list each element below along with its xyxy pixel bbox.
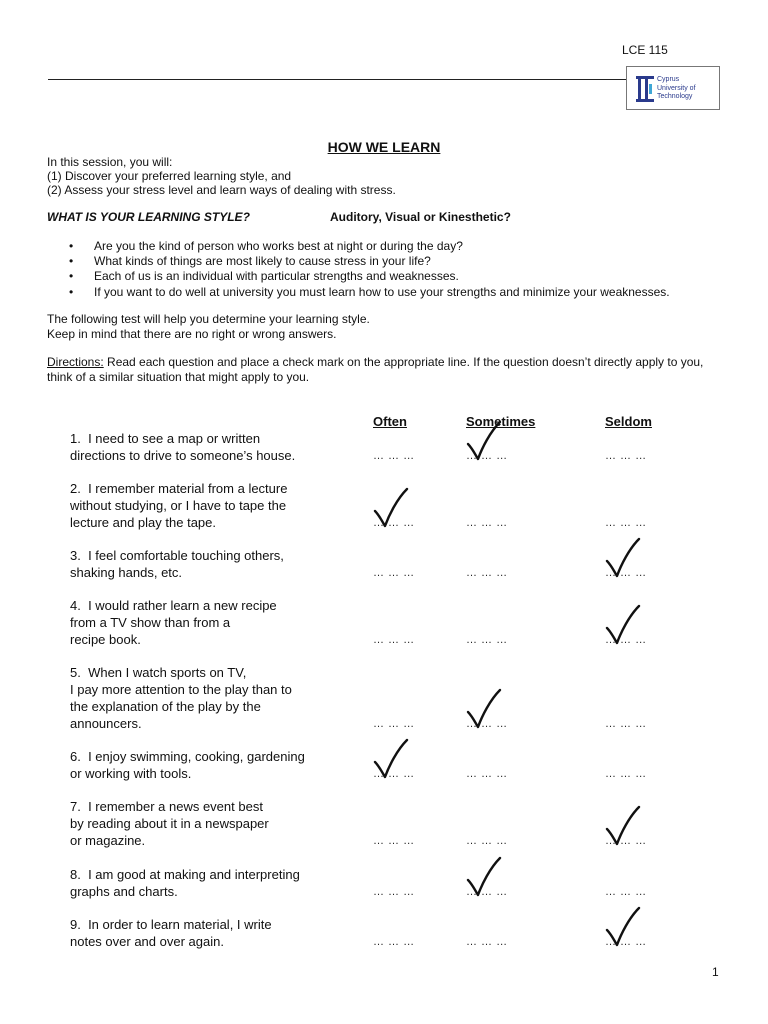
check-mark-icon: [464, 686, 510, 732]
logo-line: Technology: [657, 93, 693, 100]
answer-line-often[interactable]: … … …: [373, 567, 415, 579]
check-mark-icon: [603, 602, 649, 648]
directions: [47, 355, 727, 385]
check-mark-icon: [464, 854, 510, 900]
answer-line-seldom[interactable]: … … …: [605, 450, 647, 462]
answer-line-often[interactable]: … … …: [373, 718, 415, 730]
question-text: 7. I remember a news event best by reading about it in a newspaper or magazine.: [70, 799, 269, 848]
intro-line: (1) Discover your preferred learning style, and: [47, 169, 292, 183]
bullet-list: [58, 239, 670, 300]
answer-line-seldom[interactable]: … … …: [605, 718, 647, 730]
header-rule: [48, 79, 626, 80]
answer-line-sometimes[interactable]: … … …: [466, 517, 508, 529]
answer-line-seldom[interactable]: … … …: [605, 835, 647, 847]
question-text: 1. I need to see a map or written directions to drive to someone’s house.: [70, 431, 296, 463]
question-text: 9. In order to learn material, I write notes over and over again.: [70, 917, 272, 949]
answer-line-often[interactable]: … … …: [373, 835, 415, 847]
section-heading: WHAT IS YOUR LEARNING STYLE?: [47, 210, 250, 224]
answer-line-sometimes[interactable]: … … …: [466, 936, 508, 948]
university-logo: [626, 66, 720, 110]
answer-line-sometimes[interactable]: … … …: [466, 768, 508, 780]
answer-line-seldom[interactable]: … … …: [605, 634, 647, 646]
column-header-often: Often: [373, 414, 407, 429]
column-header-seldom: Seldom: [605, 414, 652, 429]
intro-line: (2) Assess your stress level and learn ways of dealing with stress.: [47, 183, 396, 197]
check-mark-icon: [371, 736, 417, 782]
check-mark-icon: [464, 418, 510, 464]
page-number: 1: [712, 965, 719, 979]
bullet-item: • Are you the kind of person who works best at night or during the day?: [58, 239, 670, 254]
answer-line-sometimes[interactable]: … … …: [466, 835, 508, 847]
test-intro-line: The following test will help you determine your learning style.: [47, 312, 370, 326]
logo-line: Cyprus: [657, 76, 680, 83]
section-subheading: Auditory, Visual or Kinesthetic?: [330, 210, 511, 224]
bullet-item: • What kinds of things are most likely to cause stress in your life?: [58, 254, 670, 269]
answer-line-sometimes[interactable]: … … …: [466, 634, 508, 646]
intro-line: In this session, you will:: [47, 155, 173, 169]
question-text: 8. I am good at making and interpreting graphs and charts.: [70, 867, 300, 899]
course-code: LCE 115: [622, 43, 668, 57]
page-title: HOW WE LEARN: [327, 139, 441, 155]
answer-line-seldom[interactable]: … … …: [605, 768, 647, 780]
check-mark-icon: [603, 803, 649, 849]
answer-line-sometimes[interactable]: … … …: [466, 450, 508, 462]
answer-line-often[interactable]: … … …: [373, 768, 415, 780]
check-mark-icon: [371, 485, 417, 531]
question-text: 5. When I watch sports on TV, I pay more attention to the play than to the explanation of the play by the announcers.: [70, 665, 292, 731]
university-logo-icon: [636, 76, 654, 102]
answer-line-seldom[interactable]: … … …: [605, 936, 647, 948]
answer-line-often[interactable]: … … …: [373, 886, 415, 898]
directions-label: Directions:: [47, 355, 104, 369]
answer-line-seldom[interactable]: … … …: [605, 567, 647, 579]
check-mark-icon: [603, 535, 649, 581]
check-mark-icon: [603, 904, 649, 950]
answer-line-often[interactable]: … … …: [373, 450, 415, 462]
answer-line-often[interactable]: … … …: [373, 936, 415, 948]
question-text: 2. I remember material from a lecture without studying, or I have to tape the lecture and play the tape.: [70, 481, 288, 530]
question-text: 3. I feel comfortable touching others, shaking hands, etc.: [70, 548, 284, 580]
logo-text: [657, 76, 696, 102]
answer-line-sometimes[interactable]: … … …: [466, 886, 508, 898]
directions-text: Read each question and place a check mark on the appropriate line. If the question doesn’t directly apply to you, think of a similar situation that might apply to you.: [47, 355, 704, 384]
answer-line-seldom[interactable]: … … …: [605, 517, 647, 529]
logo-line: University of: [657, 84, 696, 92]
bullet-item: • If you want to do well at university you must learn how to use your strengths and minimize your weaknesses.: [58, 285, 670, 300]
answer-line-sometimes[interactable]: … … …: [466, 718, 508, 730]
answer-line-sometimes[interactable]: … … …: [466, 567, 508, 579]
answer-line-often[interactable]: … … …: [373, 634, 415, 646]
answer-line-often[interactable]: … … …: [373, 517, 415, 529]
question-text: 6. I enjoy swimming, cooking, gardening or working with tools.: [70, 749, 305, 781]
bullet-item: • Each of us is an individual with particular strengths and weaknesses.: [58, 269, 670, 284]
question-text: 4. I would rather learn a new recipe from a TV show than from a recipe book.: [70, 598, 277, 647]
test-intro-line: Keep in mind that there are no right or wrong answers.: [47, 327, 337, 341]
column-header-sometimes: Sometimes: [466, 414, 536, 429]
answer-line-seldom[interactable]: … … …: [605, 886, 647, 898]
